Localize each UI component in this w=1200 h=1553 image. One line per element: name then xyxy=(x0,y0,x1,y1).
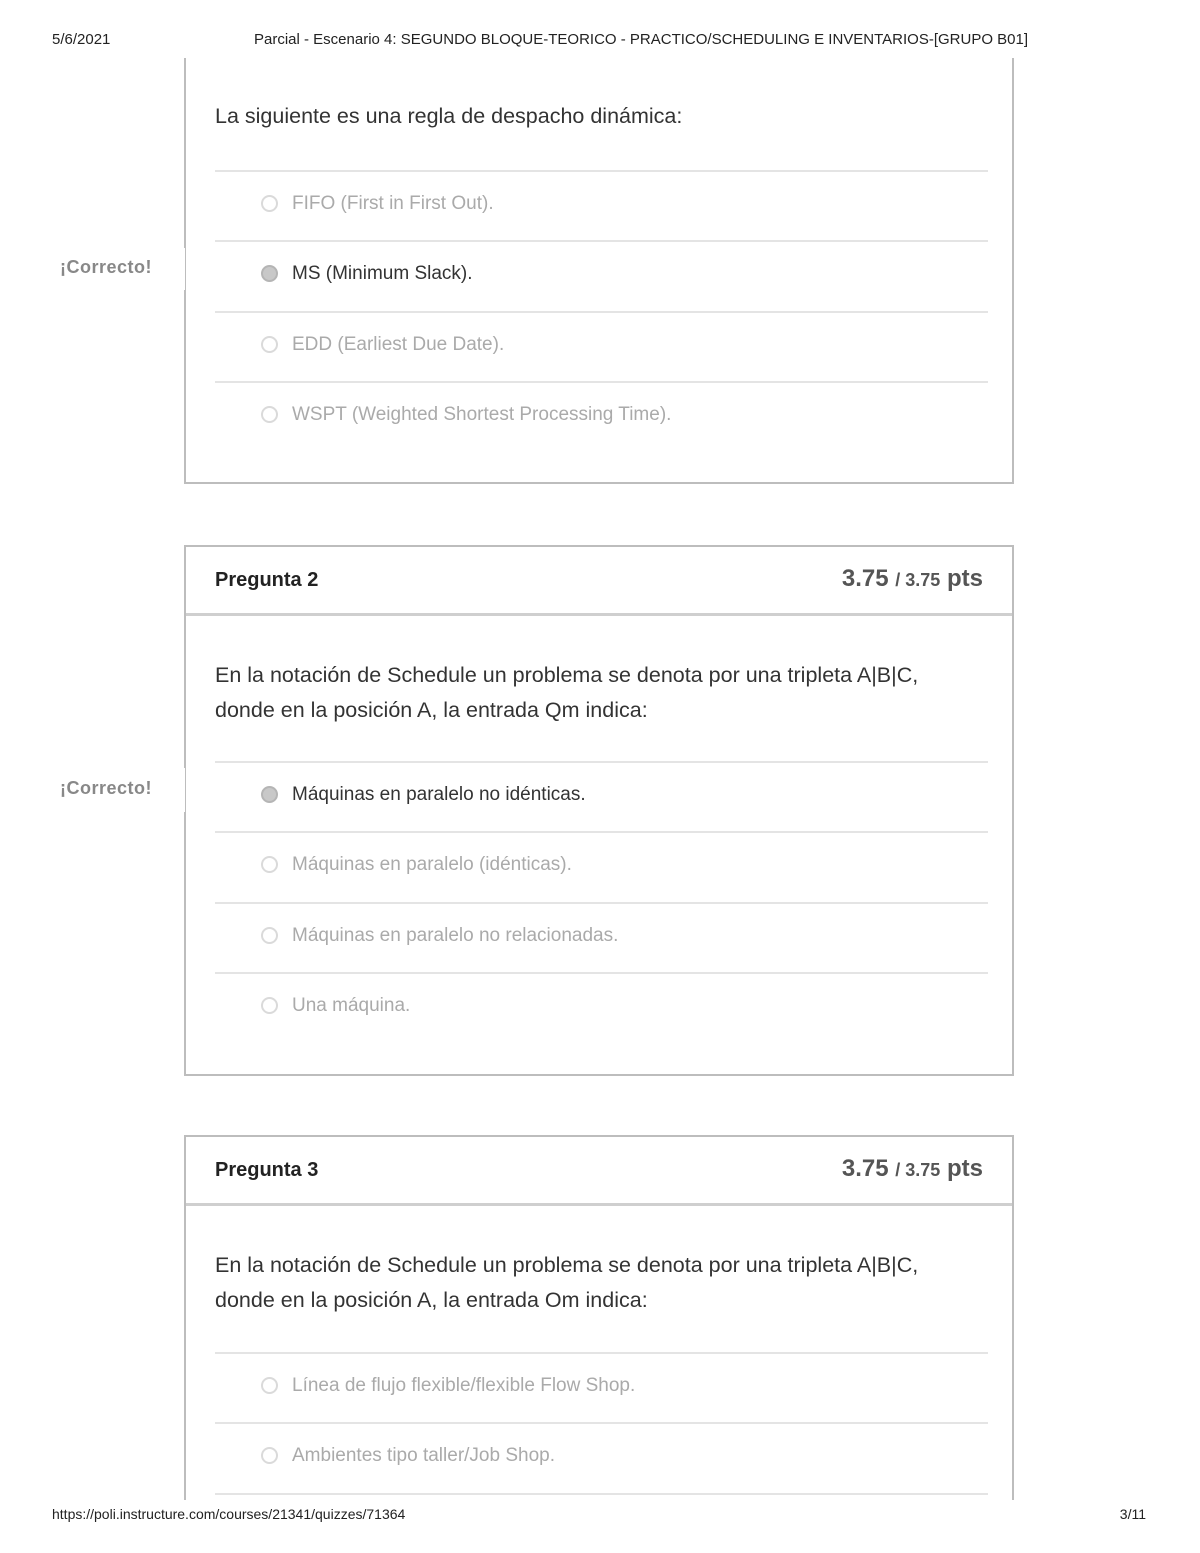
option-label: Una máquina. xyxy=(292,995,411,1016)
radio-selected-icon[interactable] xyxy=(261,786,278,803)
option-label: Ambientes tipo taller/Job Shop. xyxy=(292,1445,555,1466)
question-2-option-4[interactable] xyxy=(215,972,988,1042)
radio-selected-icon[interactable] xyxy=(261,265,278,282)
radio-icon[interactable] xyxy=(261,406,278,423)
question-1-text: La siguiente es una regla de despacho dinámica: xyxy=(215,104,683,128)
question-2-text: En la notación de Schedule un problema se denota por una tripleta A|B|C, donde en la posición A, la entrada Qm indica: xyxy=(215,663,919,722)
radio-icon[interactable] xyxy=(261,195,278,212)
option-label: Línea de flujo flexible/flexible Flow Shop. xyxy=(292,1375,636,1396)
question-1-option-1[interactable] xyxy=(215,170,988,240)
question-2-status: ¡Correcto! xyxy=(60,778,153,798)
radio-icon[interactable] xyxy=(261,1377,278,1394)
radio-icon[interactable] xyxy=(261,336,278,353)
page-footer-number: 3/11 xyxy=(1119,1506,1146,1522)
question-2-title: Pregunta 2 xyxy=(215,569,319,591)
option-label: Máquinas en paralelo no relacionadas. xyxy=(292,925,619,946)
question-1-option-4[interactable] xyxy=(215,381,988,451)
border-gap xyxy=(183,248,185,290)
page-header-date: 5/6/2021 xyxy=(52,31,111,48)
option-label: FIFO (First in First Out). xyxy=(292,193,494,214)
page-header-title: Parcial - Escenario 4: SEGUNDO BLOQUE-TEORICO - PRACTICO/SCHEDULING E INVENTARIOS-[GRUPO B01] xyxy=(254,31,1029,48)
question-3-option-3[interactable] xyxy=(215,1493,988,1503)
question-1-status: ¡Correcto! xyxy=(60,257,153,277)
radio-icon[interactable] xyxy=(261,927,278,944)
option-label: MS (Minimum Slack). xyxy=(292,263,473,284)
question-2-option-3[interactable] xyxy=(215,902,988,972)
question-1-option-2[interactable] xyxy=(215,240,988,310)
border-gap xyxy=(183,768,185,812)
option-label: EDD (Earliest Due Date). xyxy=(292,334,505,355)
question-2-header xyxy=(186,547,1012,616)
question-1-option-3[interactable] xyxy=(215,311,988,381)
radio-icon[interactable] xyxy=(261,856,278,873)
option-label: Máquinas en paralelo (idénticas). xyxy=(292,854,572,875)
question-3-title: Pregunta 3 xyxy=(215,1159,319,1181)
question-2-score: 3.75 / 3.75 pts xyxy=(841,565,983,592)
question-3-card xyxy=(184,1135,1014,1500)
page-footer-url[interactable]: https://poli.instructure.com/courses/21341/quizzes/71364 xyxy=(52,1506,406,1522)
option-label: Máquinas en paralelo no idénticas. xyxy=(292,784,586,805)
question-2-option-1[interactable] xyxy=(215,761,988,831)
radio-icon[interactable] xyxy=(261,1447,278,1464)
question-2-card xyxy=(184,545,1014,1076)
question-1-card xyxy=(184,58,1014,484)
radio-icon[interactable] xyxy=(261,997,278,1014)
question-3-option-1[interactable] xyxy=(215,1352,988,1422)
question-3-header xyxy=(186,1137,1012,1206)
question-3-option-2[interactable] xyxy=(215,1422,988,1492)
question-2-option-2[interactable] xyxy=(215,831,988,901)
question-3-text: En la notación de Schedule un problema se denota por una tripleta A|B|C, donde en la posición A, la entrada Om indica: xyxy=(215,1253,919,1312)
option-label: WSPT (Weighted Shortest Processing Time). xyxy=(292,404,672,425)
question-3-score: 3.75 / 3.75 pts xyxy=(841,1155,983,1182)
